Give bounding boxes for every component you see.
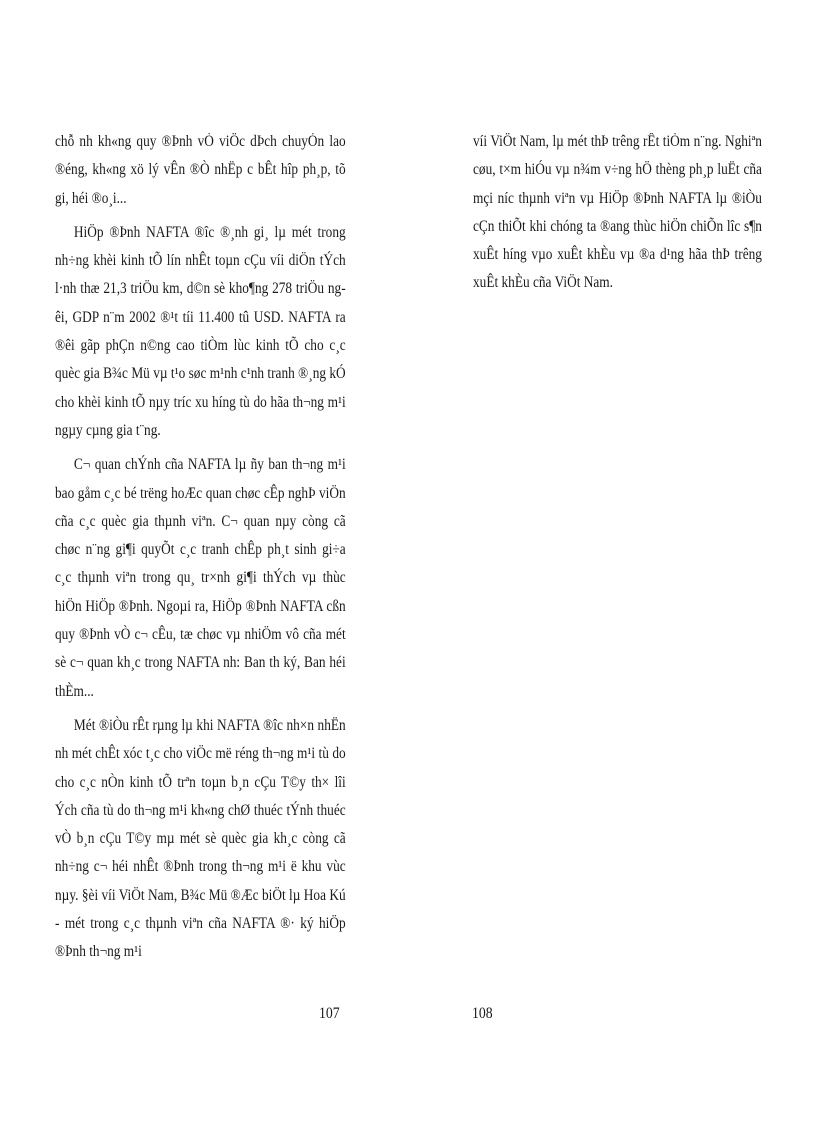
right-page-number: 108 (472, 1005, 493, 1022)
paragraph: C¬ quan chÝnh cña NAFTA lµ ñy ban th¬ng m¹i bao gåm c¸c bé trëng hoÆc quan chøc cÊp nghÞ viÖn cña c¸c quèc gia thµnh viªn. C¬ quan nµy còng cã chøc n¨ng gi¶i quyÕt c¸c tranh chÊp ph¸t sinh gi÷a c¸c thµnh viªn trong qu¸ tr×nh gi¶i thÝch vµ thùc hiÖn HiÖp ®Þnh. Ngoµi ra, HiÖp ®Þnh NAFTA cßn quy ®Þnh vÒ c¬ cÊu, tæ chøc vµ nhiÖm vô cña mét sè c¬ quan kh¸c trong NAFTA nh: Ban th ký, Ban héi thÈm... (55, 456, 346, 700)
paragraph: HiÖp ®Þnh NAFTA ®îc ®¸nh gi¸ lµ mét trong nh÷ng khèi kinh tÕ lín nhÊt toµn cÇu víi diÖn tÝch l·nh thæ 21,3 triÖu km, d©n sè kho¶ng 278 triÖu ngêi, GDP n¨m 2002 ®¹t tíi 11.400 tû USD. NAFTA ra ®êi gãp phÇn n©ng cao tiÒm lùc kinh tÕ cho c¸c quèc gia B¾c Mü vµ t¹o søc m¹nh c¹nh tranh ®¸ng kÓ cho khèi kinh tÕ nµy tríc xu híng tù do hãa th¬ng m¹i ngµy cµng gia t¨ng. (55, 223, 346, 439)
right-page-text (473, 128, 762, 298)
left-page-text (55, 128, 346, 967)
left-page-number: 107 (319, 1005, 340, 1022)
paragraph: chỗ nh kh«ng quy ®Þnh vÒ viÖc dÞch chuyÓn lao ®éng, kh«ng xö lý vÊn ®Ò nhËp c bÊt hîp ph¸p, tõ gi, héi ®o¸i... (55, 133, 346, 207)
paragraph: víi ViÖt Nam, lµ mét thÞ trêng rÊt tiÒm n¨ng. Nghiªn cøu, t×m hiÓu vµ n¾m v÷ng hÖ thèng ph¸p luËt cña mçi níc thµnh viªn vµ HiÖp ®Þnh NAFTA lµ ®iÒu cÇn thiÕt khi chóng ta ®ang thùc hiÖn chiÕn lîc s¶n xuÊt híng vµo xuÊt khÈu vµ ®a d¹ng hãa thÞ trêng xuÊt khÈu cña ViÖt Nam. (473, 133, 762, 292)
paragraph: Mét ®iÒu rÊt rµng lµ khi NAFTA ®îc nh×n nhËn nh mét chÊt xóc t¸c cho viÖc më réng th¬ng m¹i tù do cho c¸c nÒn kinh tÕ trªn toµn b¸n cÇu T©y th× lîi Ých cña tù do th¬ng m¹i kh«ng chØ thuéc tÝnh thuéc vÒ b¸n cÇu T©y mµ mét sè quèc gia kh¸c còng cã nh÷ng c¬ héi nhÊt ®Þnh trong th¬ng m¹i ë khu vùc nµy. §èi víi ViÖt Nam, B¾c Mü ®Æc biÖt lµ Hoa Kú - mét trong c¸c thµnh viªn cña NAFTA ®· ký hiÖp ®Þnh th¬ng m¹i (55, 716, 346, 961)
